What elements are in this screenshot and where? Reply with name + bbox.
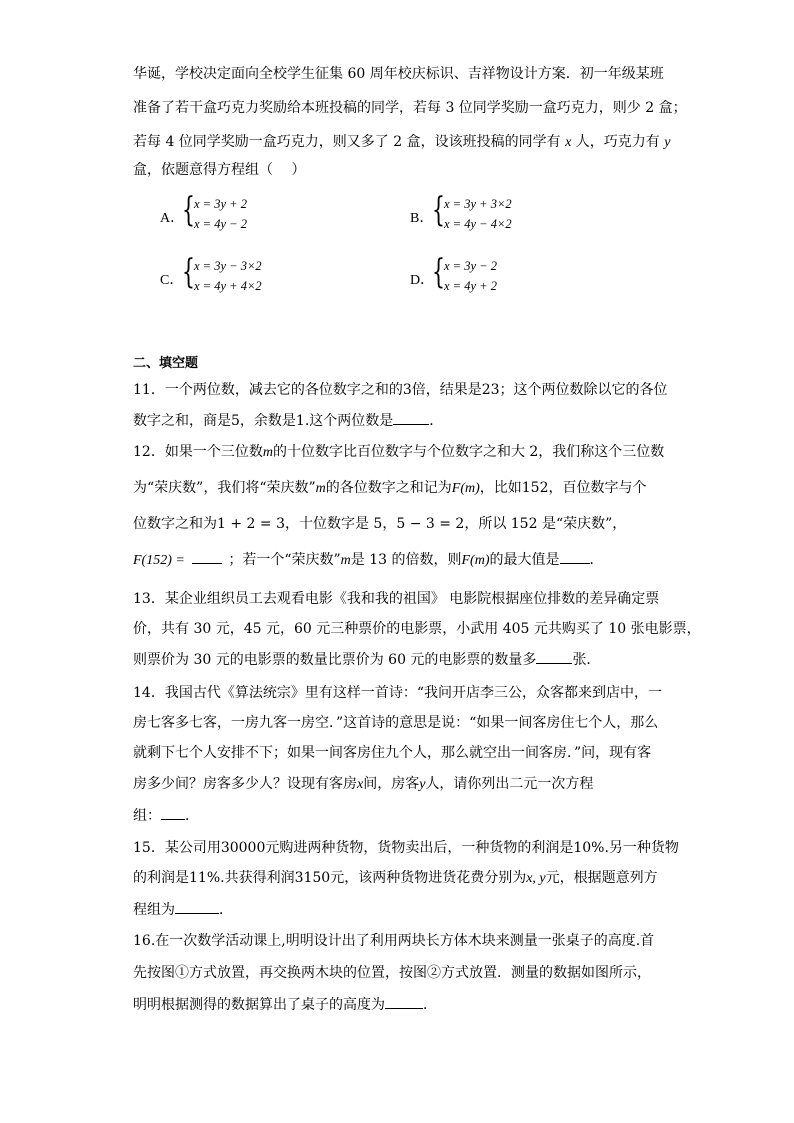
option-a-eq2: x = 4y − 2 (194, 217, 247, 231)
q14-line-3: 就剩下七个人安排不下；如果一间客房住九个人，那么就空出一间客房．”问，现有客 (133, 745, 652, 761)
brace-icon: { (432, 190, 445, 230)
brace-icon: { (432, 252, 445, 292)
option-d[interactable] (410, 252, 610, 300)
q12-line-3: 位数字之和为1 + 2 = 3，十位数字是 5，5 − 3 = 2，所以 152 是“荣庆数”， (133, 516, 627, 532)
f-of-m: F(m) (451, 481, 480, 496)
q13-line-1: 13．某企业组织员工去观看电影《我和我的祖国》 电影院根据座位排数的差异确定票 (133, 591, 660, 607)
var-y: y (419, 777, 426, 792)
answer-blank[interactable] (393, 410, 429, 425)
option-c-system (182, 252, 302, 298)
section-heading: 二、填空题 (133, 356, 199, 371)
q13-line-3 (133, 649, 600, 670)
q14-line-5 (133, 805, 199, 826)
q11-line-2 (133, 410, 443, 431)
brace-icon: { (182, 190, 195, 230)
q16-line-1: 16.在一次数学活动课上,明明设计出了利用两块长方体木块来测量一张桌子的高度.首 (133, 933, 655, 949)
q14-line-2: 房七客多七客，一房九客一房空．”这首诗的意思是说：“如果一间客房住七个人，那么 (133, 715, 659, 731)
q10-line-2: 准备了若干盒巧克力奖励给本班投稿的同学，若每 3 位同学奖励一盒巧克力，则少 2 盒； (133, 100, 687, 116)
option-b-eq2: x = 4y − 4×2 (444, 217, 512, 231)
q12-text-1b: 的十位数字比百位数字与个位数字之和大 2，我们称这个三位数 (272, 444, 665, 460)
option-a-system (182, 190, 302, 236)
var-m: m (315, 481, 326, 496)
q12-text-4c: 是 13 的倍数，则 (350, 552, 462, 568)
q12-line-1 (133, 442, 664, 463)
q10-line-3 (133, 132, 670, 153)
q14-text-5a: 组： (133, 808, 161, 824)
q12-line-4 (133, 549, 604, 571)
var-m: m (262, 445, 273, 460)
q12-text-2a: 为“荣庆数”，我们将“荣庆数” (133, 480, 316, 496)
q12-text-4b: ；若一个“荣庆数” (228, 552, 341, 568)
option-b-eq1: x = 3y + 3×2 (444, 197, 512, 211)
q15-line-3 (133, 899, 233, 920)
q15-text-3b: ． (219, 902, 233, 918)
answer-blank[interactable] (175, 899, 219, 914)
q15-text-2b: 元，根据题意列方 (545, 870, 658, 886)
q12-text-4e: ． (589, 552, 604, 568)
answer-blank[interactable] (385, 994, 423, 1009)
q11-text-b: ． (429, 413, 444, 429)
q16-text-b: ． (423, 997, 437, 1013)
var-x: x (357, 777, 364, 792)
q13-line-2: 价，共有 30 元，45 元，60 元三种票价的电影票，小武用 405 元共购买了 10 张电影票， (133, 621, 701, 637)
q15-line-2 (133, 868, 658, 889)
q16-text-a: 明明根据测得的数据算出了桌子的高度为 (133, 997, 385, 1013)
q12-text-1a: 12．如果一个三位数 (133, 444, 263, 460)
q12-line-2 (133, 478, 647, 499)
answer-blank[interactable] (192, 549, 222, 564)
var-x: x (565, 135, 572, 150)
option-c-eq1: x = 3y − 3×2 (194, 259, 262, 273)
q10-line-1: 华诞，学校决定面向全校学生征集 60 周年校庆标识、吉祥物设计方案．初一年级某班 (133, 66, 664, 82)
f-152: F(152) = (133, 553, 189, 568)
q15-text-2a: 的利润是11%.共获得利润3150元，该两种货物进货花费分别为 (133, 870, 527, 886)
q10-line-4: 盒，依题意得方程组（ ） (133, 162, 306, 178)
q14-text-4a: 房多少间？房客多少人？设现有客房 (133, 776, 357, 792)
option-c[interactable] (160, 252, 360, 300)
q14-line-4 (133, 774, 593, 795)
q14-text-5b: ． (185, 808, 199, 824)
var-y: y (664, 135, 671, 150)
option-d-eq1: x = 3y − 2 (444, 259, 497, 273)
answer-blank[interactable] (161, 805, 185, 820)
var-m: m (340, 553, 351, 568)
answer-blank[interactable] (536, 649, 572, 664)
option-d-eq2: x = 4y + 2 (444, 279, 497, 293)
q16-line-3 (133, 994, 437, 1015)
f-of-m: F(m) (461, 553, 490, 568)
q10-line-3-text-b: 人，巧克力有 (571, 134, 665, 150)
q16-line-2: 先按图①方式放置，再交换两木块的位置，按图②方式放置．测量的数据如图所示， (133, 965, 651, 981)
q12-text-2c: ，比如152，百位数字与个 (479, 480, 647, 496)
q11-text-a: 数字之和，商是5，余数是1.这个两位数是 (133, 413, 394, 429)
option-b-label: B． (410, 211, 434, 226)
answer-blank[interactable] (560, 549, 590, 564)
option-c-eq2: x = 4y + 4×2 (194, 279, 262, 293)
q12-text-4d: 的最大值是 (489, 552, 560, 568)
option-c-label: C． (160, 273, 184, 288)
q10-line-3-text-a: 若每 4 位同学奖励一盒巧克力，则又多了 2 盒，设该班投稿的同学有 (133, 134, 566, 150)
q13-text-a: 则票价为 30 元的电影票的数量比票价为 60 元的电影票的数量多 (133, 652, 537, 668)
q15-text-3a: 程组为 (133, 902, 175, 918)
option-a-label: A． (160, 211, 185, 226)
option-a[interactable] (160, 190, 360, 238)
option-a-eq1: x = 3y + 2 (194, 197, 247, 211)
option-b-system (432, 190, 552, 236)
q13-text-b: 张． (572, 652, 601, 668)
q14-text-4b: 间，房客 (363, 776, 420, 792)
q15-line-1: 15．某公司用30000元购进两种货物，货物卖出后，一种货物的利润是10%.另一种货物 (133, 840, 679, 856)
q11-line-1: 11．一个两位数，减去它的各位数字之和的3倍，结果是23；这个两位数除以它的各位 (133, 382, 668, 398)
option-b[interactable] (410, 190, 610, 238)
vars-xy: x, y (526, 871, 546, 886)
brace-icon: { (182, 252, 195, 292)
option-d-label: D． (410, 273, 435, 288)
q14-text-4c: 人，请你列出二元一次方程 (425, 776, 594, 792)
q14-line-1: 14．我国古代《算法统宗》里有这样一首诗：“我问开店李三公，众客都来到店中，一 (133, 685, 662, 701)
option-d-system (432, 252, 552, 298)
q12-text-2b: 的各位数字之和记为 (325, 480, 452, 496)
